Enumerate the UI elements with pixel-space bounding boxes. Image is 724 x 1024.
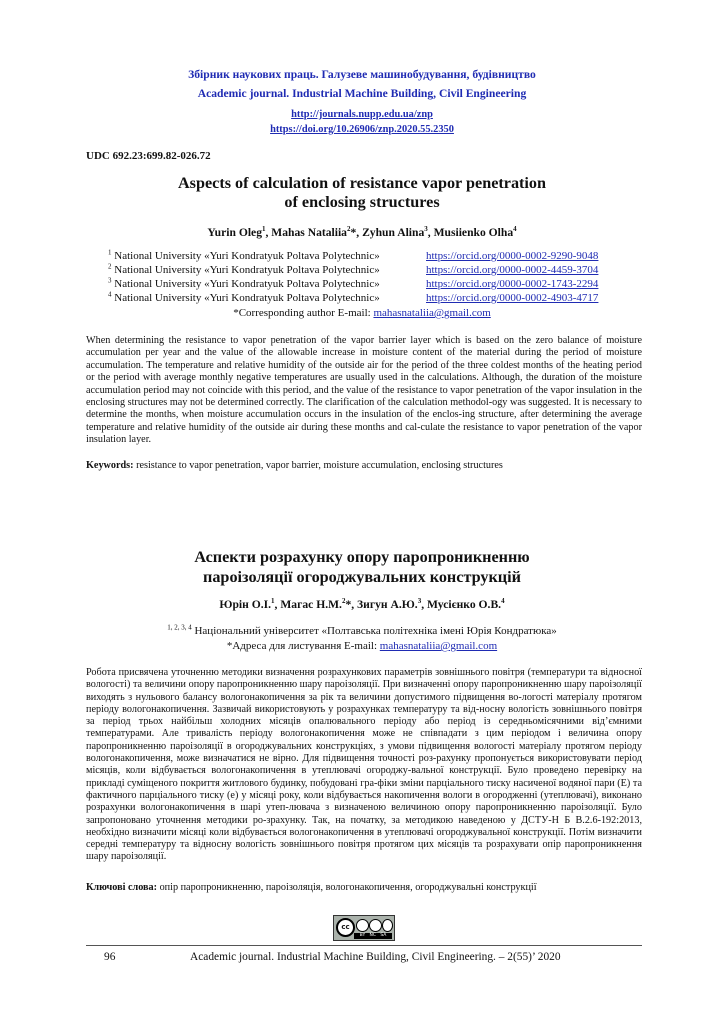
orcid-link[interactable]: https://orcid.org/0000-0002-4459-3704 (426, 264, 599, 276)
corr-label: *Адреса для листування E-mail: (226, 640, 380, 652)
author-name: Musiienko Olha (433, 226, 514, 239)
author-name: Магас Н.М. (280, 598, 342, 611)
orcid-link[interactable]: https://orcid.org/0000-0002-1743-2294 (426, 278, 599, 290)
cc-license-badge[interactable] (333, 915, 395, 941)
corresponding-author-ua (0, 640, 724, 652)
aff-num: 1 (108, 248, 112, 257)
abstract-ua: Робота присвячена уточненню методики визначення розрахункових параметрів зовнішнього повітря (температури та відносної вологості) та величини опору паропроникненню шару пароізоляції. При визначенні опору паропроникненню шару пароізоляції виходять з нульового балансу вологонакопичення за рік та величини допустимого підвищення во-логості матеріалу протягом періоду вологонакопичення. Зазвичай використовують у розрахунках температуру та від-носну вологість зовнішнього повітря за період трьох найбільш холодних місяців опалювального періоду або період із середньомісячними від’ємними температурами. Але тривалість періоду вологонакопичення може не співпадати з цим періодом і величина опору паропроникненню пароізоляції в огороджувальних конструкціях, з умови підвищення вологості матеріалу протягом періоду вологонакопичення, може визначатися не вірно. Для підвищення точності роз-рахунку пропонується використовувати період місяців, коли відбувається вологонакопичення в утеплювачі огороджу-вальної конструкції. Було проведено перевірку на прикладі суміщеного покриття житлового будинку, побудовані гра-фіки зміни парціального тиску насиченої водяної пари (E) та фактичного парціального тиску (e) у місяці року, коли відбувається накопичення вологи в огородженні (утеплювачі), виконано розрахунки вологонакопичення в шарі утеп-лювача з визначеною величиною опору паропроникненню пароізоляції. Було запропоновано уточнення методики ро-зрахунку. Так, на початку, за методикою наведеною у ДСТУ-Н Б В.2.6-192:2013, необхідно визначити місяці коли відбувається вологонакопичення в утеплювачі огороджувальної конструкції. Потім визначити середні температуру та відносну вологість зовнішнього повітря протягом цих місяців та розрахувати опір паропроникнення шару пароізоляції. (86, 667, 642, 863)
title-en-line1: Aspects of calculation of resistance vapor penetration (177, 174, 547, 192)
keywords-text: опір паропроникненню, пароізоляція, вологонакопичення, огороджувальні конструкції (157, 882, 537, 893)
aff-num: 3 (108, 276, 112, 285)
aff-num: 2 (108, 262, 112, 271)
aff-org: Національний університет «Полтавська політехніка імені Юрія Кондратюка» (191, 625, 557, 637)
author-sup: 1 (271, 597, 275, 606)
keywords-label: Ключові слова: (86, 882, 158, 893)
journal-url-link[interactable]: http://journals.nupp.edu.ua/znp (291, 109, 433, 120)
author-sep: , (421, 598, 428, 611)
affiliation-row (108, 264, 598, 276)
author-name: Zyhun Alina (362, 226, 425, 239)
affiliation-row (108, 250, 598, 262)
keywords-text: resistance to vapor penetration, vapor barrier, moisture accumulation, enclosing structures (133, 460, 503, 471)
aff-nums: 1, 2, 3, 4 (167, 623, 192, 632)
license-terms: BY NC SA (354, 933, 392, 939)
author-sep: , (265, 226, 272, 239)
aff-num: 4 (108, 290, 112, 299)
author-name: Зигун А.Ю. (357, 598, 418, 611)
author-name: Mahas Nataliia (271, 226, 347, 239)
author-sup: 2 (346, 225, 351, 234)
author-sup: 1 (262, 225, 266, 234)
author-name: Юрін О.І. (219, 598, 272, 611)
journal-title-en: Academic journal. Industrial Machine Building, Civil Engineering (197, 87, 527, 100)
aff-org: National University «Yuri Kondratyuk Poltava Polytechnic» (114, 278, 380, 290)
title-en-line2: of enclosing structures (284, 193, 440, 211)
authors-en (0, 226, 724, 239)
affiliation-row (108, 278, 598, 290)
cc-icon: cc (336, 918, 355, 937)
footer-journal: Academic journal. Industrial Machine Building, Civil Engineering. – 2(55)’ 2020 (190, 951, 561, 963)
author-sup: 3 (424, 225, 428, 234)
attribution-icon (356, 919, 369, 932)
page-number: 96 (104, 951, 116, 963)
keywords-en (86, 460, 642, 471)
author-sep: , (274, 598, 281, 611)
orcid-link[interactable]: https://orcid.org/0000-0002-4903-4717 (426, 292, 599, 304)
sharealike-icon (382, 919, 393, 932)
corr-label: *Corresponding author E-mail: (233, 307, 374, 319)
authors-ua (0, 598, 724, 611)
corresponding-author-en (0, 307, 724, 319)
author-sup: 2 (341, 597, 346, 606)
keywords-label: Keywords: (86, 460, 134, 471)
keywords-ua (86, 882, 642, 893)
affiliation-ua (0, 625, 724, 637)
author-sup: 4 (501, 597, 505, 606)
footer-rule (86, 945, 642, 946)
noncommercial-icon (369, 919, 382, 932)
doi-link[interactable]: https://doi.org/10.26906/znp.2020.55.2350 (270, 124, 454, 135)
aff-org: National University «Yuri Kondratyuk Poltava Polytechnic» (114, 250, 380, 262)
email-link[interactable]: mahasnataliia@gmail.com (373, 307, 491, 319)
aff-org: National University «Yuri Kondratyuk Poltava Polytechnic» (114, 264, 380, 276)
journal-title-ua: Збірник наукових праць. Галузеве машинобудування, будівництво (188, 68, 536, 81)
title-ua-line1: Аспекти розрахунку опору паропроникненню (194, 548, 530, 566)
author-name: Мусієнко О.В. (427, 598, 502, 611)
affiliation-row (108, 292, 598, 304)
title-ua-line2: пароізоляції огороджувальних конструкцій (203, 568, 521, 586)
author-sep: *, (345, 598, 358, 611)
aff-org: National University «Yuri Kondratyuk Poltava Polytechnic» (114, 292, 380, 304)
author-sup: 3 (417, 597, 422, 606)
author-name: Yurin Oleg (207, 226, 262, 239)
author-sup: 4 (513, 225, 517, 234)
udc-code: UDC 692.23:699.82-026.72 (86, 150, 211, 162)
abstract-en: When determining the resistance to vapor penetration of the vapor barrier layer which is based on the zero balance of moisture accumulation per year and the value of the allowable increase in moisture content of the material during the period of moisture accumulation. The temperature and relative humidity of the outside air for the period of the three coldest months of the heating period or the period with average monthly negative temperatures are usually used in the calculations. Although, the duration of the moisture accumulation period may not coincide with this period, and the value of the resistance to vapor penetration of the vapor insulation in the enclosing structures may not be determined correctly. The clarification of the calculation methodol-ogy was suggested. It is necessary to determine the months, when moisture accumulation occurs in the insulation of the enclos-ing structure, after determining the average temperature and relative humidity of the outside air during these months and cal-culate the resistance to vapor penetration of the vapor insulation layer. (86, 335, 642, 446)
email-link[interactable]: mahasnataliia@gmail.com (379, 640, 498, 652)
author-sep: , (427, 226, 434, 239)
orcid-link[interactable]: https://orcid.org/0000-0002-9290-9048 (426, 250, 599, 262)
author-sep: *, (350, 226, 363, 239)
